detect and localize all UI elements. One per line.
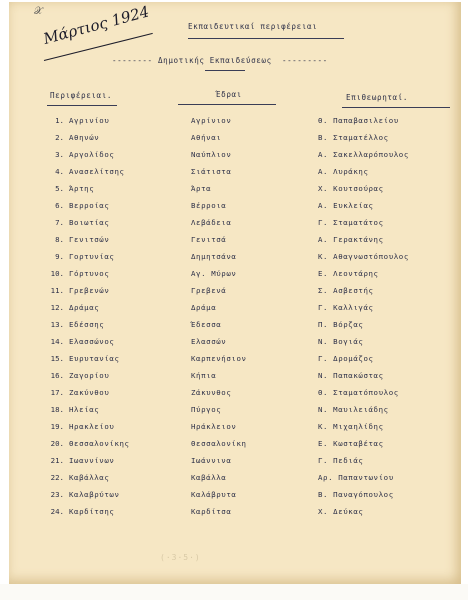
row-number: 19. [50,422,64,431]
row-number: 6. [55,201,64,210]
district-seat: Βέρροια [191,201,227,210]
row-number: 20. [50,439,64,448]
inspector-name: Χ. Κουτσούρας [318,184,384,193]
table-row [0,235,468,248]
title-underline [188,38,344,39]
inspector-name: Ν. Βογιάς [318,337,364,346]
district-seat: Άρτα [191,184,212,193]
table-row [0,456,468,469]
table-row [0,473,468,486]
district-seat: Καρπενήσιον [191,354,247,363]
inspector-name: Γ. Πεδιάς [318,456,364,465]
district-seat: Καρδίτσα [191,507,232,516]
inspector-name: Β. Σταματέλλος [318,133,389,142]
inspector-name: Χ. Δεύκας [318,507,364,516]
district-seat: Ελασσών [191,337,227,346]
inspector-name: Ν. Μαυιλειάδης [318,405,389,414]
district-seat: Πύργος [191,405,222,414]
district-name: Ηρακλείου [69,422,115,431]
row-number: 1. [55,116,64,125]
district-name: Ζαγορίου [69,371,110,380]
row-number: 18. [50,405,64,414]
district-name: Βερροίας [69,201,110,210]
district-name: Εδέσσης [69,320,105,329]
row-number: 23. [50,490,64,499]
inspector-name: Α. Γερακτάνης [318,235,384,244]
inspector-name: Ε. Λεοντάρης [318,269,379,278]
row-number: 8. [55,235,64,244]
district-seat: Έδεσσα [191,320,222,329]
row-number: 22. [50,473,64,482]
row-number: 21. [50,456,64,465]
handwritten-date-note: Μάρτιος 1924 [41,2,152,49]
district-seat: Σιάτιστα [191,167,232,176]
district-name: Γρεβενών [69,286,110,295]
row-number: 10. [50,269,64,278]
row-number: 7. [55,218,64,227]
table-row [0,201,468,214]
table-row [0,439,468,452]
district-name: Ζακύνθου [69,388,110,397]
scan-margin [0,584,468,600]
row-number: 12. [50,303,64,312]
district-seat: Ηράκλειον [191,422,237,431]
row-number: 9. [55,252,64,261]
row-number: 24. [50,507,64,516]
table-row [0,218,468,231]
table-row [0,388,468,401]
inspector-name: Β. Παναγόπουλος [318,490,394,499]
table-row [0,116,468,129]
row-number: 14. [50,337,64,346]
district-name: Βοιωτίας [69,218,110,227]
column-header-seat: Έδραι [216,90,242,99]
district-name: Ελασσώνος [69,337,115,346]
inspector-name: Π. Βόρζας [318,320,364,329]
column-header-prefecture: Περιφέρειαι. [50,91,113,100]
table-row [0,167,468,180]
district-name: Ανασελίτσης [69,167,125,176]
faint-archive-stamp: (·3·5·) [160,553,201,562]
district-name: Αργολίδος [69,150,115,159]
inspector-name: Σ. Ασβεστής [318,286,374,295]
district-seat: Αγρίνιον [191,116,232,125]
inspector-name: Αρ. Παπαντωνίου [318,473,394,482]
district-seat: Δημητσάνα [191,252,237,261]
table-row [0,286,468,299]
table-row [0,320,468,333]
district-seat: Καβάλλα [191,473,227,482]
table-row [0,405,468,418]
row-number: 13. [50,320,64,329]
table-row [0,354,468,367]
district-name: Καλαβρύτων [69,490,120,499]
inspector-name: Ν. Παπακώστας [318,371,384,380]
row-number: 3. [55,150,64,159]
district-seat: Ιωάννινα [191,456,232,465]
inspector-name: Α. Ευκλείας [318,201,374,210]
row-number: 2. [55,133,64,142]
inspector-name: Γ. Καλλιγάς [318,303,374,312]
inspector-name: Θ. Σταματόπουλος [318,388,399,397]
column-underline-prefecture [47,105,117,106]
district-name: Γορτυνίας [69,252,115,261]
row-number: 16. [50,371,64,380]
subtitle-dashes-right: --------- [282,56,328,65]
table-row [0,337,468,350]
document-title: Εκπαιδευτικαί περιφέρειαι [188,22,318,31]
district-name: Αθηνών [69,133,100,142]
district-name: Καρδίτσης [69,507,115,516]
table-row [0,490,468,503]
inspector-name: Κ. Αθαγνωστόπουλος [318,252,409,261]
inspector-name: Θ. Παπαβασιλείου [318,116,399,125]
district-seat: Καλάβρυτα [191,490,237,499]
subtitle-underline [205,70,245,71]
table-row [0,371,468,384]
column-header-inspector: Επιθεωρηταί. [346,93,409,102]
table-row [0,422,468,435]
district-name: Γόρτυνος [69,269,110,278]
district-seat: Γρεβενά [191,286,227,295]
row-number: 4. [55,167,64,176]
column-underline-seat [178,104,276,105]
district-name: Καβάλλας [69,473,110,482]
table-row [0,184,468,197]
district-seat: Ζάκυνθος [191,388,232,397]
column-underline-inspector [342,107,450,108]
inspector-name: Κ. Μιχαηλίδης [318,422,384,431]
inspector-name: Ε. Κωσταβέτας [318,439,384,448]
row-number: 15. [50,354,64,363]
district-seat: Κήπια [191,371,217,380]
inspector-name: Γ. Σταματάτος [318,218,384,227]
row-number: 17. [50,388,64,397]
subtitle-dashes-left: -------- [112,56,153,65]
table-row [0,133,468,146]
table-row [0,269,468,282]
district-name: Ηλείας [69,405,100,414]
district-name: Άρτης [69,184,95,193]
district-seat: Αγ. Μύρων [191,269,237,278]
district-seat: Θεσσαλονίκη [191,439,247,448]
inspector-name: Α. Λυράκης [318,167,369,176]
district-seat: Ναύπλιον [191,150,232,159]
district-seat: Γενιτσά [191,235,227,244]
district-name: Δράμας [69,303,100,312]
table-row [0,507,468,520]
district-seat: Δράμα [191,303,217,312]
district-seat: Αθήναι [191,133,222,142]
district-name: Ευρυτανίας [69,354,120,363]
district-name: Θεσσαλονίκης [69,439,130,448]
document-subtitle: Δημοτικής Εκπαιδεύσεως [158,56,272,65]
corner-mark: 𝒳 [34,6,43,17]
table-row [0,303,468,316]
inspector-name: Α. Σακελλαρόπουλος [318,150,409,159]
table-row [0,252,468,265]
inspector-name: Γ. Δρομάζος [318,354,374,363]
district-name: Γενιτσών [69,235,110,244]
row-number: 5. [55,184,64,193]
district-name: Ιωαννίνων [69,456,115,465]
district-name: Αγρινίου [69,116,110,125]
row-number: 11. [50,286,64,295]
table-row [0,150,468,163]
district-seat: Λεβάδεια [191,218,232,227]
